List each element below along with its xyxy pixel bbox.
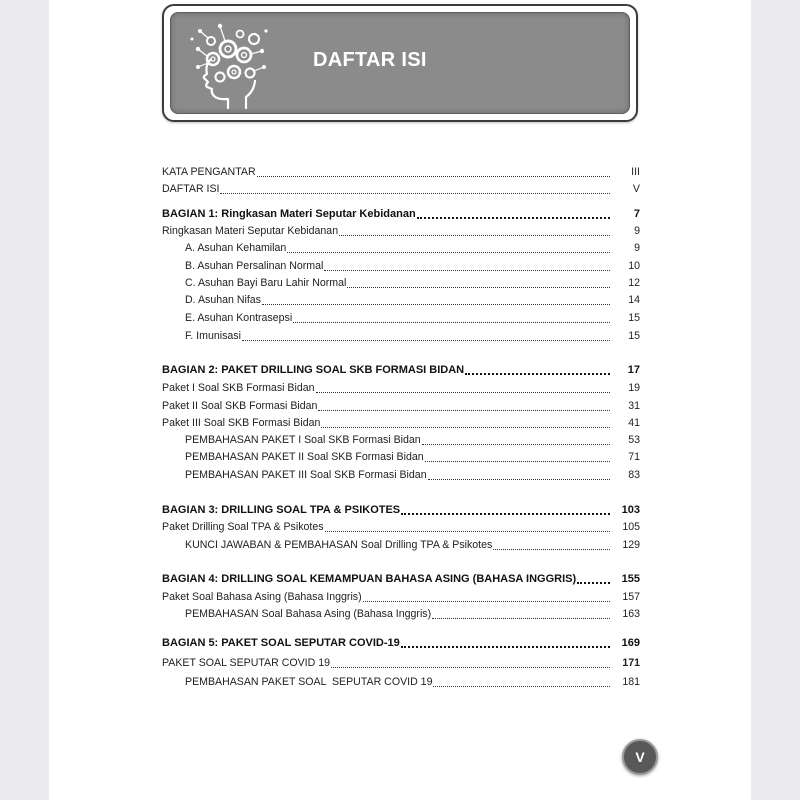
toc-part-heading [162,206,640,223]
toc-entry-label: PEMBAHASAN PAKET I Soal SKB Formasi Bidan [185,434,421,446]
dot-leader [401,513,610,515]
dot-leader [325,531,610,532]
toc-front-entry [162,164,640,181]
toc-entry-page: 129 [622,539,640,551]
toc-entry-page: 171 [622,657,640,669]
toc-subitem [185,449,640,466]
toc-item [162,380,640,397]
toc-entry-label: BAGIAN 4: DRILLING SOAL KEMAMPUAN BAHASA ASING (BAHASA INGGRIS) [162,573,577,585]
toc-front-entry [162,181,640,198]
dot-leader [293,322,610,323]
dot-leader [321,427,610,428]
toc-entry-label: Paket Soal Bahasa Asing (Bahasa Inggris) [162,591,362,603]
toc-entry-page: 7 [633,208,640,220]
toc-entry-page: 181 [622,676,640,688]
toc-subitem [185,310,640,327]
dot-leader [465,373,610,375]
toc-part-heading [162,571,640,588]
toc-subitem [185,432,640,449]
toc-entry-label: C. Asuhan Bayi Baru Lahir Normal [185,277,347,289]
toc-entry-page: 9 [634,242,640,254]
toc-entry-label: D. Asuhan Nifas [185,294,261,306]
toc-entry-label: KATA PENGANTAR [162,166,256,178]
dot-leader [339,235,610,236]
toc-entry-label: PEMBAHASAN PAKET II Soal SKB Formasi Bidan [185,451,424,463]
toc-item [162,398,640,415]
toc-entry-page: 71 [628,451,640,463]
dot-leader [347,287,610,288]
toc-item [162,655,640,672]
toc-entry-label: BAGIAN 3: DRILLING SOAL TPA & PSIKOTES [162,504,401,516]
toc-entry-label: PEMBAHASAN PAKET SOAL SEPUTAR COVID 19 [185,676,433,688]
toc-entry-page: 105 [622,521,640,533]
toc-entry-page: 155 [621,573,640,585]
toc-entry-label: E. Asuhan Kontrasepsi [185,312,293,324]
dot-leader [287,252,610,253]
toc-entry-label: PAKET SOAL SEPUTAR COVID 19 [162,657,330,669]
toc-entry-page: 15 [628,330,640,342]
toc-entry-page: 31 [628,400,640,412]
toc-item [162,223,640,240]
toc-entry-label: BAGIAN 2: PAKET DRILLING SOAL SKB FORMASI BIDAN [162,364,465,376]
toc-entry-page: 157 [622,591,640,603]
toc-entry-label: KUNCI JAWABAN & PEMBAHASAN Soal Drilling TPA & Psikotes [185,539,493,551]
dot-leader [433,686,610,687]
toc-entry-label: F. Imunisasi [185,330,241,342]
toc-entry-page: 17 [627,364,640,376]
toc-item [162,519,640,536]
dot-leader [428,479,610,480]
toc-entry-page: 14 [628,294,640,306]
toc-entry-label: BAGIAN 1: Ringkasan Materi Seputar Kebidanan [162,208,416,220]
toc-entry-label: PEMBAHASAN PAKET III Soal SKB Formasi Bidan [185,469,427,481]
dot-leader [425,461,610,462]
toc-entry-label: PEMBAHASAN Soal Bahasa Asing (Bahasa Inggris) [185,608,432,620]
toc-entry-page: 83 [628,469,640,481]
toc-subitem [185,328,640,345]
toc-entry-page: 12 [628,277,640,289]
toc-entry-page: 15 [628,312,640,324]
toc-subitem [185,467,640,484]
toc-entry-label: Paket I Soal SKB Formasi Bidan [162,382,315,394]
toc-item [162,415,640,432]
toc-entry-label: DAFTAR ISI [162,183,220,195]
dot-leader [242,340,610,341]
toc-entry-label: Paket II Soal SKB Formasi Bidan [162,400,318,412]
dot-leader [363,601,610,602]
toc-part-heading [162,635,640,652]
dot-leader [577,582,610,584]
toc-entry-label: Paket Drilling Soal TPA & Psikotes [162,521,324,533]
head-gears-icon [184,19,270,109]
toc-entry-page: 53 [628,434,640,446]
toc-subitem [185,292,640,309]
dot-leader [401,646,610,648]
dot-leader [422,444,610,445]
dot-leader [262,304,610,305]
toc-part-heading [162,362,640,379]
toc-subitem [185,275,640,292]
toc-part-heading [162,502,640,519]
toc-entry-page: 19 [628,382,640,394]
toc-subitem [185,258,640,275]
dot-leader [417,217,610,219]
toc-entry-page: 103 [621,504,640,516]
toc-entry-label: BAGIAN 5: PAKET SOAL SEPUTAR COVID-19 [162,637,400,649]
toc-subitem [185,606,640,623]
page-number-badge: V [622,739,658,775]
toc-entry-label: Ringkasan Materi Seputar Kebidanan [162,225,339,237]
dot-leader [432,618,610,619]
toc-entry-page: 10 [628,260,640,272]
dot-leader [318,410,610,411]
toc-entry-label: Paket III Soal SKB Formasi Bidan [162,417,321,429]
toc-entry-page: 163 [622,608,640,620]
toc-subitem [185,674,640,691]
dot-leader [257,176,610,177]
toc-item [162,589,640,606]
toc-entry-page: 169 [621,637,640,649]
toc-entry-label: A. Asuhan Kehamilan [185,242,287,254]
dot-leader [331,667,610,668]
page-title: DAFTAR ISI [313,49,427,71]
toc-entry-page: V [632,183,640,195]
toc-entry-page: III [631,166,640,178]
dot-leader [220,193,610,194]
toc-entry-page: 9 [634,225,640,237]
dot-leader [316,392,610,393]
toc-entry-label: B. Asuhan Persalinan Normal [185,260,324,272]
dot-leader [324,270,610,271]
toc-subitem [185,537,640,554]
toc-entry-page: 41 [628,417,640,429]
toc-subitem [185,240,640,257]
dot-leader [493,549,610,550]
